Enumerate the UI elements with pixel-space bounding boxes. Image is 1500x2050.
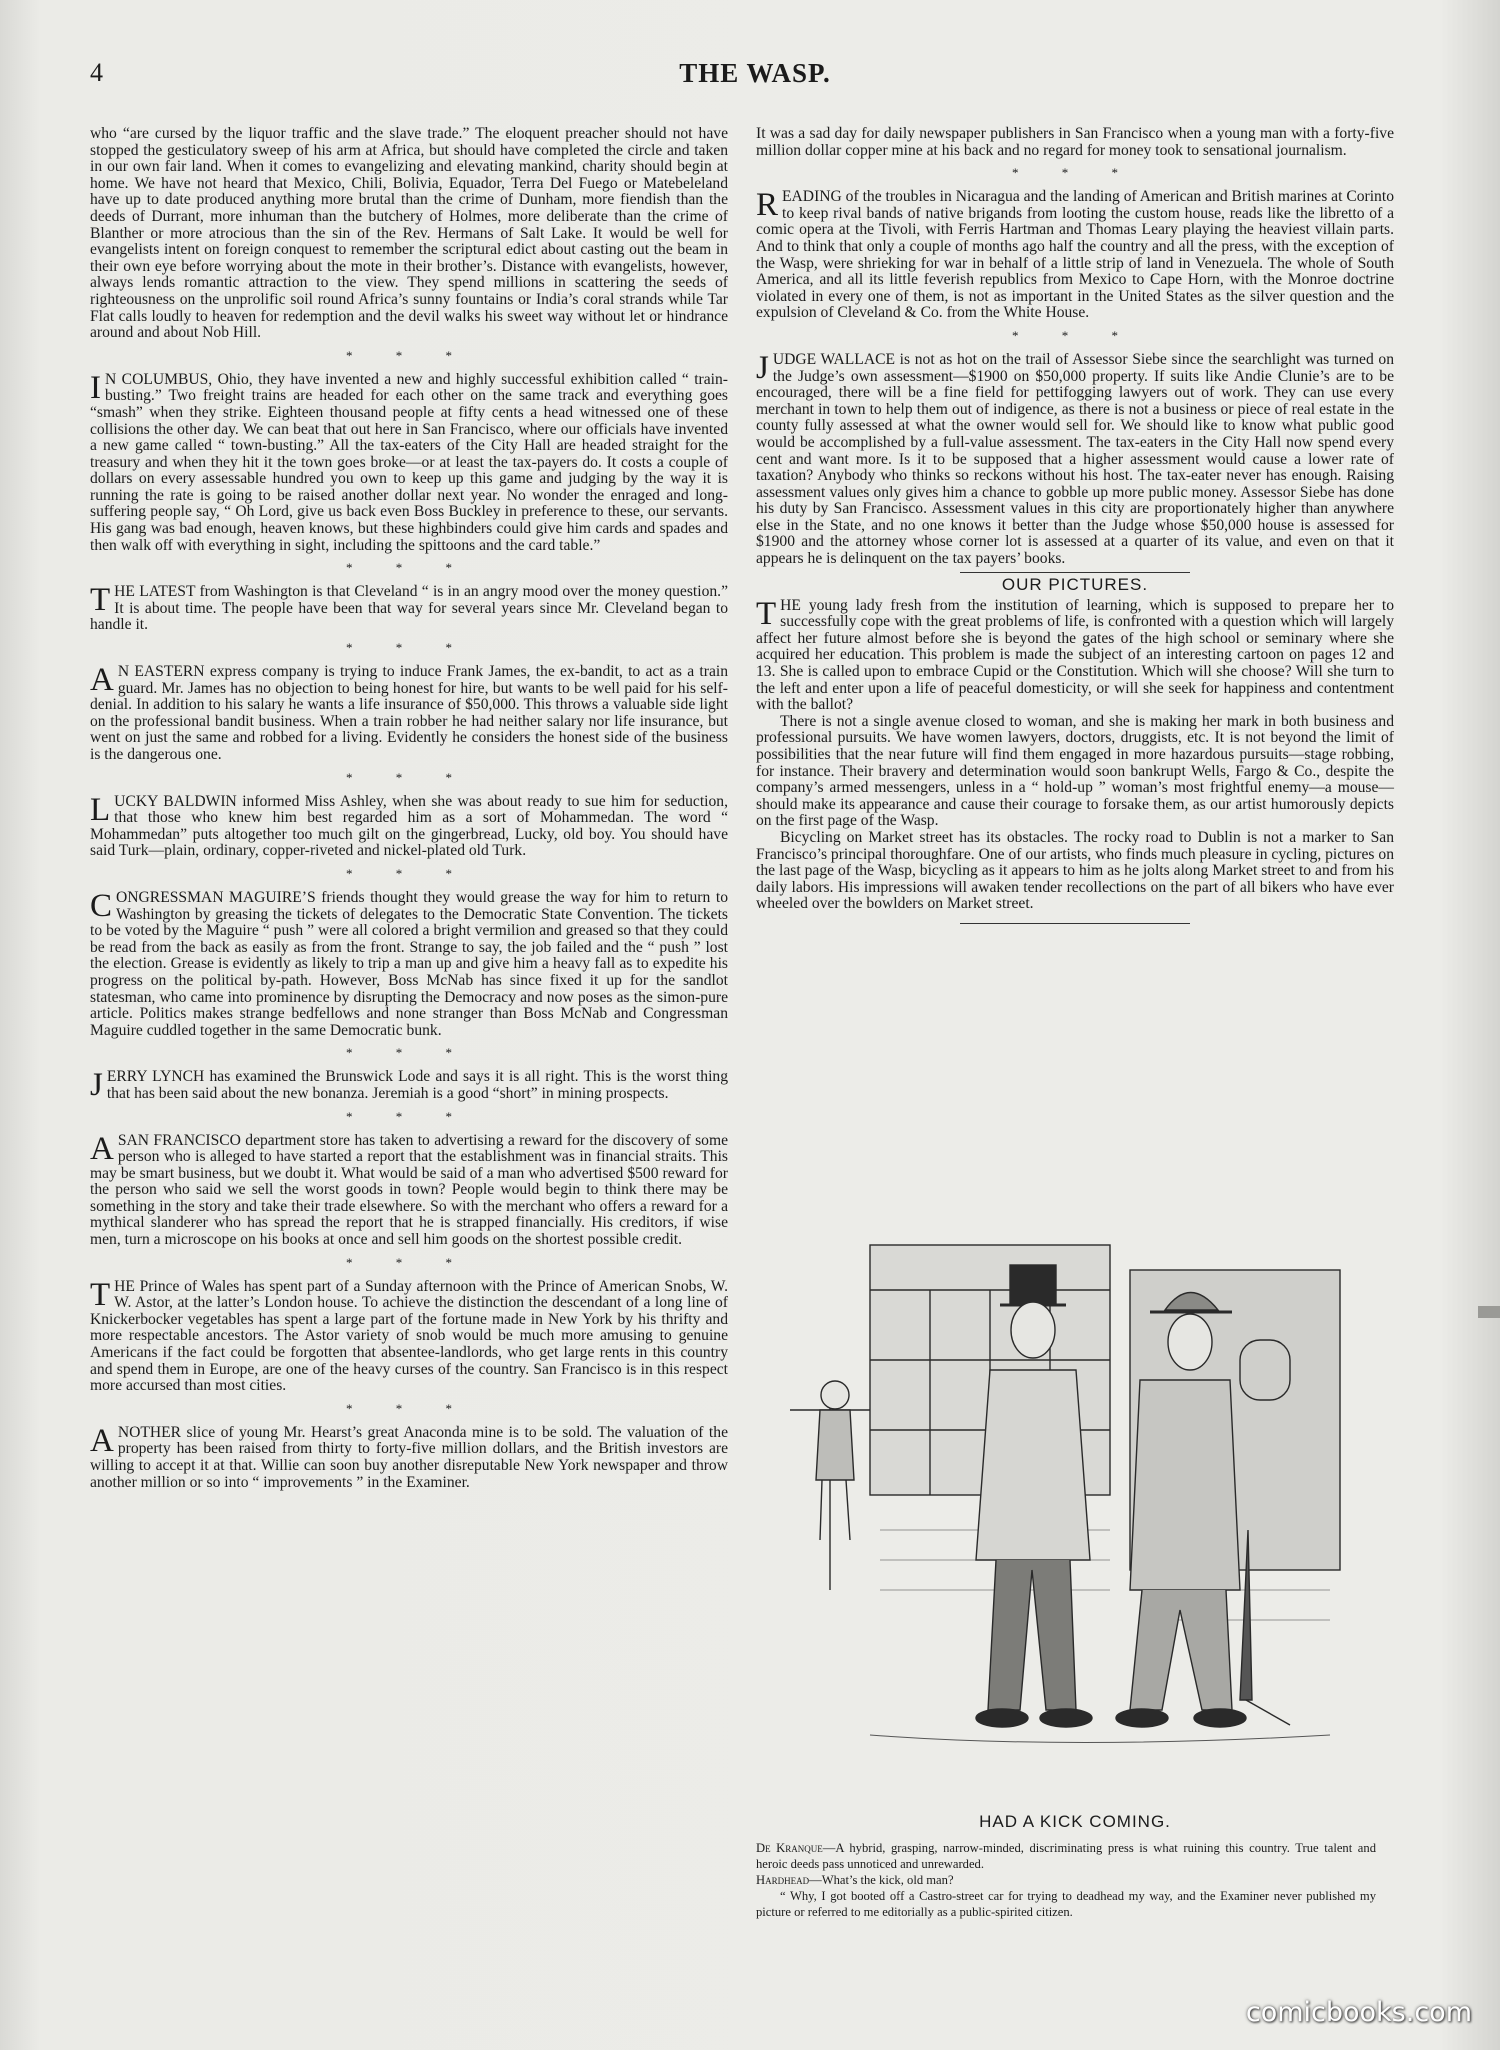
- news-item: [756, 595, 1394, 714]
- news-item: [90, 791, 728, 860]
- section-heading: OUR PICTURES.: [960, 572, 1190, 595]
- paragraph-text: EADING of the troubles in Nicaragua and the landing of American and British marines at Corinto to keep rival bands of native brigands from looting the custom house, reads like the libretto of a comic opera at the Tivoli, with Ferris Hartman and Thomas Leary playing the heaviest villain parts. And to think that only a couple of months ago half the country and all the press, with the exception of the Wasp, were shrieking for war in behalf of a little strip of land in Venezuela. The whole of South America, and all its little feverish republics from Mexico to Cape Horn, with the Monroe doctrine violated in every one of them, is not as important in the United States as the silver question and the expulsion of Cleveland & Co. from the White House.: [756, 188, 1394, 322]
- page-edge-mark: [1478, 1306, 1500, 1318]
- drop-cap: T: [90, 1276, 111, 1313]
- section-rule: [960, 923, 1190, 924]
- caption-line: [756, 1840, 1376, 1872]
- man-one-trousers: [988, 1560, 1076, 1710]
- cartoon-illustration: [770, 1230, 1370, 1800]
- news-item: [90, 1069, 728, 1102]
- section-separator: * * *: [346, 347, 472, 363]
- news-item: [756, 349, 1394, 568]
- drop-cap: C: [90, 887, 113, 924]
- article-paragraph: [756, 714, 1394, 830]
- drop-cap: T: [90, 582, 111, 619]
- man-two-trousers: [1130, 1590, 1232, 1710]
- masthead: THE WASP.: [679, 58, 831, 88]
- page-header: [90, 58, 1420, 98]
- man-two-head: [1168, 1314, 1212, 1370]
- speaker-name: Hardhead: [756, 1873, 810, 1887]
- paragraph-text: UDGE WALLACE is not as hot on the trail of Assessor Siebe since the searchlight was turned on the Judge’s own assessment—$1900 on $50,000 property. If suits like Andie Clunie’s are to be encouraged, there will be a fine field for pettifogging lawyers out of work. They can use every merchant in town to help them out of indigence, as there is not a business or piece of real estate in the county fully assessed at what the owner would sell for. We should like to know what public good would be accomplished by a full-value assessment. The tax-eaters in the City Hall now spend every cent and want more. Is it to be supposed that a higher assessment would cause a lower rate of taxation? Anybody who thinks so reckons without his host. The tax-eater never has enough. Raising assessment values only gives him a chance to gobble up more public money. Assessor Siebe has done his duty by San Francisco. Assessment values in this city are proportionately higher than anywhere else in the State, and no one knows it better than the Judge whose $50,000 house is assessed for $1900 and the attorney whose corner lot is assessed at a quarter of its value, and even on that it appears he is delinquent on the tax payers’ books.: [756, 350, 1394, 568]
- section-separator: * * *: [346, 769, 472, 785]
- section-separator: * * *: [346, 640, 472, 656]
- watermark: comicbooks.com: [1245, 1997, 1472, 2028]
- boy-head: [821, 1381, 849, 1409]
- page-number: 4: [90, 58, 103, 87]
- paragraph-text: N COLUMBUS, Ohio, they have invented a new and highly successful exhibition called “ train-busting.” Two freight trains are headed for each other on the same track and everything goes “smash” when they strike. Eighteen thousand people at fifty cents a head witnessed one of these collisions the other day. We can beat that out here in San Francisco, where our officials have invented a new game called “ town-busting.” All the tax-eaters of the City Hall are headed straight for the treasury and when they hit it the town goes broke—or at least the tax-payers do. It costs a couple of dollars on every assessable hundred you own to keep up this game and judging by the way it is running the rate is going to be raised another dollar next year. No wonder the enraged and long-suffering people say, “ Oh Lord, give us back even Boss Buckley in preference to these, our servants. His gang was bad enough, heaven knows, but these highbinders could give him cards and spades and then walk off with everything in sight, including the spittoons and the card table.”: [90, 370, 728, 554]
- article-paragraph: [756, 126, 1394, 159]
- paragraph-text: It was a sad day for daily newspaper publishers in San Francisco when a young man with a forty-five million dollar copper mine at his back and no regard for money took to sensational journalism.: [756, 125, 1394, 159]
- section-separator: * * *: [346, 865, 472, 881]
- caption-line: [756, 1888, 1376, 1920]
- paragraph-text: HE LATEST from Washington is that Cleveland “ is in an angry mood over the money question.” It is about time. The people have been that way for several years since Mr. Cleveland began to handle it.: [90, 583, 728, 634]
- section-separator: * * *: [346, 560, 472, 576]
- left-column: [90, 126, 728, 1491]
- drop-cap: T: [756, 595, 777, 632]
- drop-cap: J: [756, 349, 769, 386]
- paragraph-text: HE Prince of Wales has spent part of a Sunday afternoon with the Prince of American Snobs, W. W. Astor, at the latter’s London house. To achieve the distinction the descendant of a long line of Knickerbocker vegetables has spent a large part of the fortune made in New York by his thrifty and more respectable ancestors. The Astor variety of snob would be much more amusing to genuine Americans if the fact could be forgotten that absentee-landlords, who get large rents in this country and spend them in Europe, are one of the heavy curses of the country. San Francisco is in this respect more accursed than most cities.: [90, 1277, 728, 1395]
- news-item: [90, 1130, 728, 1249]
- paragraph-text: There is not a single avenue closed to woman, and she is making her mark in both business and professional pursuits. We have women lawyers, doctors, druggists, etc. It is not beyond the limit of possibilities that the near future will find them engaged in more hazardous pursuits—stage robbing, for instance. Their bravery and determination would soon bankrupt Wells, Fargo & Co., despite the company’s armed messengers, unless in a “ hold-up ” woman’s most frightful enemy—a mouse—should make its appearance and cause their courage to forsake them, as our artist humorously depicts on the first page of the Wasp.: [756, 712, 1394, 830]
- right-column: [756, 126, 1394, 924]
- section-separator: * * *: [1012, 165, 1138, 181]
- paragraph-text: SAN FRANCISCO department store has taken to advertising a reward for the discovery of some person who is alleged to have started a report that the establishment was in financial straits. This may be smart business, but we doubt it. What would be said of a man who advertised $500 reward for the person who said we sell the worst goods in town? People would begin to think there may be something in the story and take their trade elsewhere. So with the merchant who offers a reward for a mythical slanderer who has spread the report that he is strapped financially. His creditors, if wise men, turn a microscope on his books at once and sell him goods on the shortest possible credit.: [90, 1131, 728, 1249]
- drop-cap: A: [90, 1422, 114, 1459]
- drop-cap: A: [90, 1130, 114, 1167]
- drop-cap: A: [90, 662, 114, 699]
- article-paragraph: [90, 126, 728, 342]
- paragraph-text: ERRY LYNCH has examined the Brunswick Lode and says it is all right. This is the worst thing that has been said about the new bonanza. Jeremiah is a good “short” in mining prospects.: [106, 1068, 728, 1102]
- article-paragraph: [756, 830, 1394, 913]
- speaker-name: De Kranque: [756, 1841, 823, 1855]
- drop-cap: J: [90, 1067, 103, 1104]
- caption-line-text: —What’s the kick, old man?: [809, 1873, 954, 1887]
- paragraph-text: ONGRESSMAN MAGUIRE’S friends thought they would grease the way for him to return to Washington by greasing the tickets of delegates to the Democratic State Convention. The tickets to be voted by the Maguire “ push ” were all colored a bright vermilion and greased so that they could be read from the back as easily as from the front. Strange to say, the job failed and the “ push ” lost the election. Grease is evidently as likely to trip a man up and give him a heavy fall as to expedite his progress on the political by-path. However, Boss McNab has since fixed it up for the sandlot statesman, who came into prominence by disrupting the Democracy and now poses as the simon-pure article. Politics makes strange bedfellows and none stranger than Boss McNab and Congressman Maguire cuddled together in the same Democratic bunk.: [90, 888, 728, 1039]
- section-separator: * * *: [346, 1254, 472, 1270]
- paragraph-text: Bicycling on Market street has its obstacles. The rocky road to Dublin is not a marker to San Francisco’s principal thoroughfare. One of our artists, who finds much pleasure in cycling, pictures on the last page of the Wasp, bicycling as it appears to him as he jolts along Market street to and from his daily labors. His impressions will awaken tender recollections on the part of all bikers who have ever wheeled over the bowlders on Market street.: [756, 828, 1394, 913]
- news-item: [756, 189, 1394, 322]
- news-item: [90, 369, 728, 555]
- drop-cap: L: [90, 791, 111, 828]
- cartoon-caption: [756, 1840, 1376, 1920]
- section-separator: * * *: [1012, 327, 1138, 343]
- top-hat: [1010, 1265, 1056, 1305]
- news-item: [90, 584, 728, 634]
- drop-cap: R: [756, 187, 779, 224]
- man-one-head: [1011, 1302, 1055, 1358]
- paragraph-text: NOTHER slice of young Mr. Hearst’s great Anaconda mine is to be sold. The valuation of the property has been raised from thirty to forty-five million dollars, and the British investors are willing to accept it at that. Willie can soon buy another disreputable New York newspaper and throw another million or so into “ improvements ” in the Examiner.: [90, 1423, 728, 1491]
- news-item: [90, 664, 728, 764]
- section-separator: * * *: [346, 1400, 472, 1416]
- caption-line-text: —A hybrid, grasping, narrow-minded, discriminating press is what ruining this country. True talent and heroic deeds pass unnoticed and unrewarded.: [756, 1841, 1376, 1871]
- man-one-coat: [976, 1370, 1090, 1560]
- paragraph-text: who “are cursed by the liquor traffic and the slave trade.” The eloquent preacher should not have stopped the gesticulatory sweep of his arm at Africa, but should have completed the circle and taken in our own fair land. When it comes to evangelizing and elevating mankind, charity should begin at home. We have not heard that Mexico, Chili, Bolivia, Equador, Terra Del Fuego or Matebeleland have up to date produced anything more brutal than the crime of Dunham, more fiendish than the deeds of Durrant, more inhuman than the butchery of Holmes, more deliberate than the crime of Blanther or more atrocious than the sin of the Rev. Hermans of Salt Lake. It would be well for evangelists intent on foreign conquest to remember the scriptural edict about casting out the beam in their own eye before worrying about the mote in their brother’s. Distance with evangelists, however, always lends romantic attraction to the view. They spend millions in scattering the seeds of righteousness on the unprolific soil round Africa’s sunny fountains or India’s coral strands while Tar Flat calls loudly to heaven for redemption and the devil walks his sweet way without let or hindrance around and about Nob Hill.: [90, 125, 728, 342]
- news-item: [90, 1276, 728, 1395]
- caption-line-text: “ Why, I got booted off a Castro-street car for trying to deadhead my way, and the Examiner never published my picture or referred to me editorially as a public-spirited citizen.: [756, 1889, 1376, 1919]
- caption-line: [756, 1872, 1376, 1888]
- news-item: [90, 1422, 728, 1491]
- news-item: [90, 887, 728, 1039]
- section-separator: * * *: [346, 1045, 472, 1061]
- drop-cap: I: [90, 369, 101, 406]
- cartoon-title: HAD A KICK COMING.: [979, 1812, 1171, 1831]
- boy-body: [816, 1410, 854, 1480]
- paragraph-text: HE young lady fresh from the institution of learning, which is supposed to prepare her to successfully cope with the great problems of life, is confronted with a question which will largely affect her future almost before she is beyond the gates of the high school or seminary where she acquired her education. This problem is made the subject of an interesting cartoon on pages 12 and 13. She is called upon to embrace Cupid or the Constitution. Which will she choose? Will she turn to the left and enter upon a life of peaceful domesticity, or will she seek for happiness and contentment with the ballot?: [756, 596, 1394, 714]
- paragraph-text: N EASTERN express company is trying to induce Frank James, the ex-bandit, to act as a train guard. Mr. James has no objection to being honest for hire, but wants to be well paid for his self-denial. In addition to his salary he wants a life insurance of $50,000. This throws a valuable side light on the professional bandit business. When a train robber he had neither salary nor life insurance, but went on just the same and robbed for a living. Evidently he considers the honest side of the business is the dangerous one.: [90, 663, 728, 763]
- man-two-coat: [1130, 1380, 1240, 1590]
- paragraph-text: UCKY BALDWIN informed Miss Ashley, when she was about ready to sue him for seduction, that those who knew him best regarded him as a sort of Mohammedan. The word “ Mohammedan” puts altogether too much gilt on the gingerbread, Lucky, old boy. You should have said Turk—plain, ordinary, copper-riveted and nickel-plated old Turk.: [90, 792, 728, 860]
- section-separator: * * *: [346, 1108, 472, 1124]
